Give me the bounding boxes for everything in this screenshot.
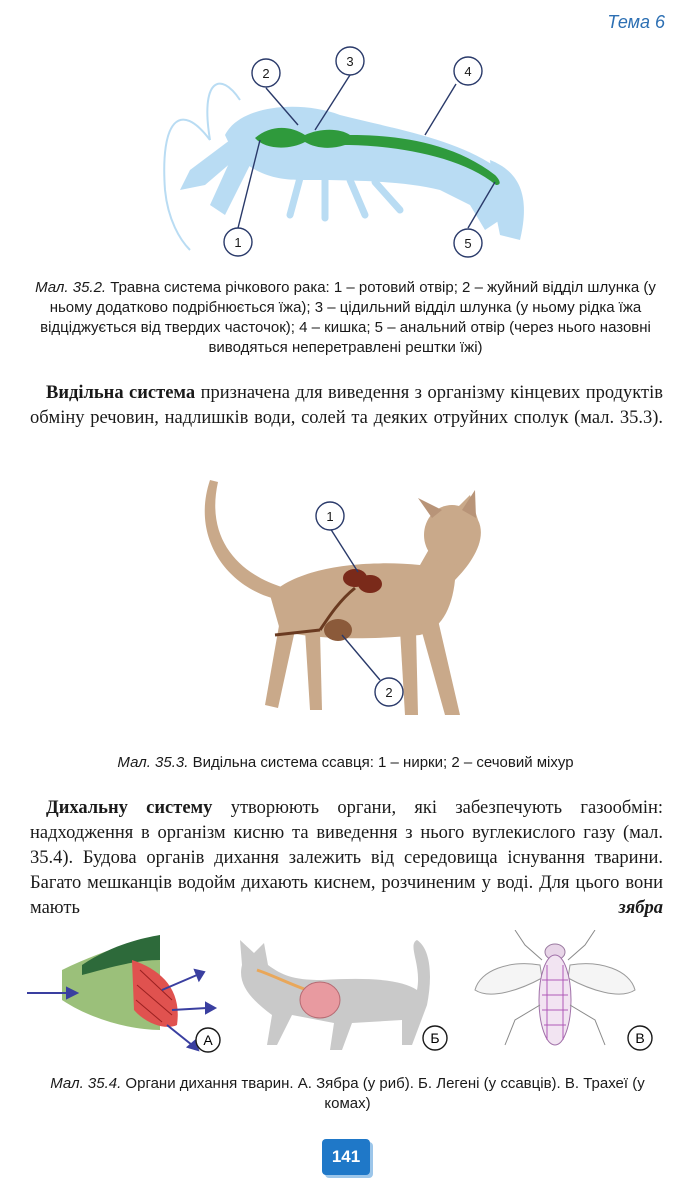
cat-lungs-figure: [232, 935, 457, 1060]
paragraph-respiratory: [30, 796, 663, 921]
label-c: В: [635, 1030, 645, 1046]
caption-35-4-lead: Мал. 35.4.: [50, 1075, 122, 1092]
cat-bladder: [324, 619, 352, 641]
term-gills: зябра: [618, 898, 663, 918]
insect-body: [539, 955, 571, 1045]
callout-2: 2: [385, 685, 393, 700]
paragraph-excretory-text: призначена для виведення з організму кінцевих продуктів обміну речовин, надлишків води, солей та деяких отруйних сполук (мал. 35.3).: [30, 383, 663, 428]
caption-35-2: [18, 278, 673, 358]
cat-lungs: [300, 982, 340, 1018]
caption-35-2-lead: Мал. 35.2.: [35, 279, 107, 296]
caption-35-3: [18, 753, 673, 773]
caption-35-4: [30, 1074, 665, 1114]
caption-35-2-text: Травна система річкового рака: 1 – ротовий отвір; 2 – жуйний відділ шлунка (у ньому додатково подрібнюється їжа); 3 – цідильний відділ шлунка (у ньому рідка їжа відціджується від твердих часточок); 4 – кишка; 5 – анальний отвір (через нього назовні виводяться неперетравлені рештки їжі): [40, 279, 656, 356]
cat-figure: [170, 470, 515, 735]
fish-gills-figure: [22, 930, 232, 1055]
page-number: 141: [322, 1139, 370, 1175]
paragraph-excretory: [30, 381, 663, 431]
insect-tracheae-figure: [470, 930, 665, 1060]
callout-3: 3: [346, 54, 354, 69]
crayfish-figure: [140, 40, 560, 265]
crayfish-legs: [290, 178, 400, 218]
callout-2: 2: [262, 66, 270, 81]
term-respiratory: Дихальну систему: [46, 798, 213, 818]
label-b: Б: [430, 1030, 440, 1046]
caption-35-3-text: Видільна система ссавця: 1 – нирки; 2 – сечовий міхур: [188, 754, 574, 771]
term-excretory: Видільна система: [46, 383, 196, 403]
topic-label: Тема 6: [607, 12, 665, 32]
paragraph-respiratory-text: утворюють органи, які забезпечують газообмін: надходження в організм кисню та виведення з нього вуглекислого газу (мал. 35.4). Будова органів дихання залежить від середовища існування тварини. Багато мешканців водойм дихають киснем, розчиненим у воді. Для цього вони мають: [30, 798, 663, 918]
label-a: А: [203, 1032, 213, 1048]
callout-1: 1: [234, 235, 242, 250]
callout-5: 5: [464, 236, 472, 251]
caption-35-3-lead: Мал. 35.3.: [117, 754, 189, 771]
callout-4: 4: [464, 64, 472, 79]
cat-tail: [205, 480, 285, 600]
callout-1: 1: [326, 509, 334, 524]
crayfish-tail: [490, 160, 524, 240]
caption-35-4-text: Органи дихання тварин. А. Зябра (у риб). Б. Легені (у ссавців). В. Трахеї (у комах): [121, 1075, 645, 1112]
